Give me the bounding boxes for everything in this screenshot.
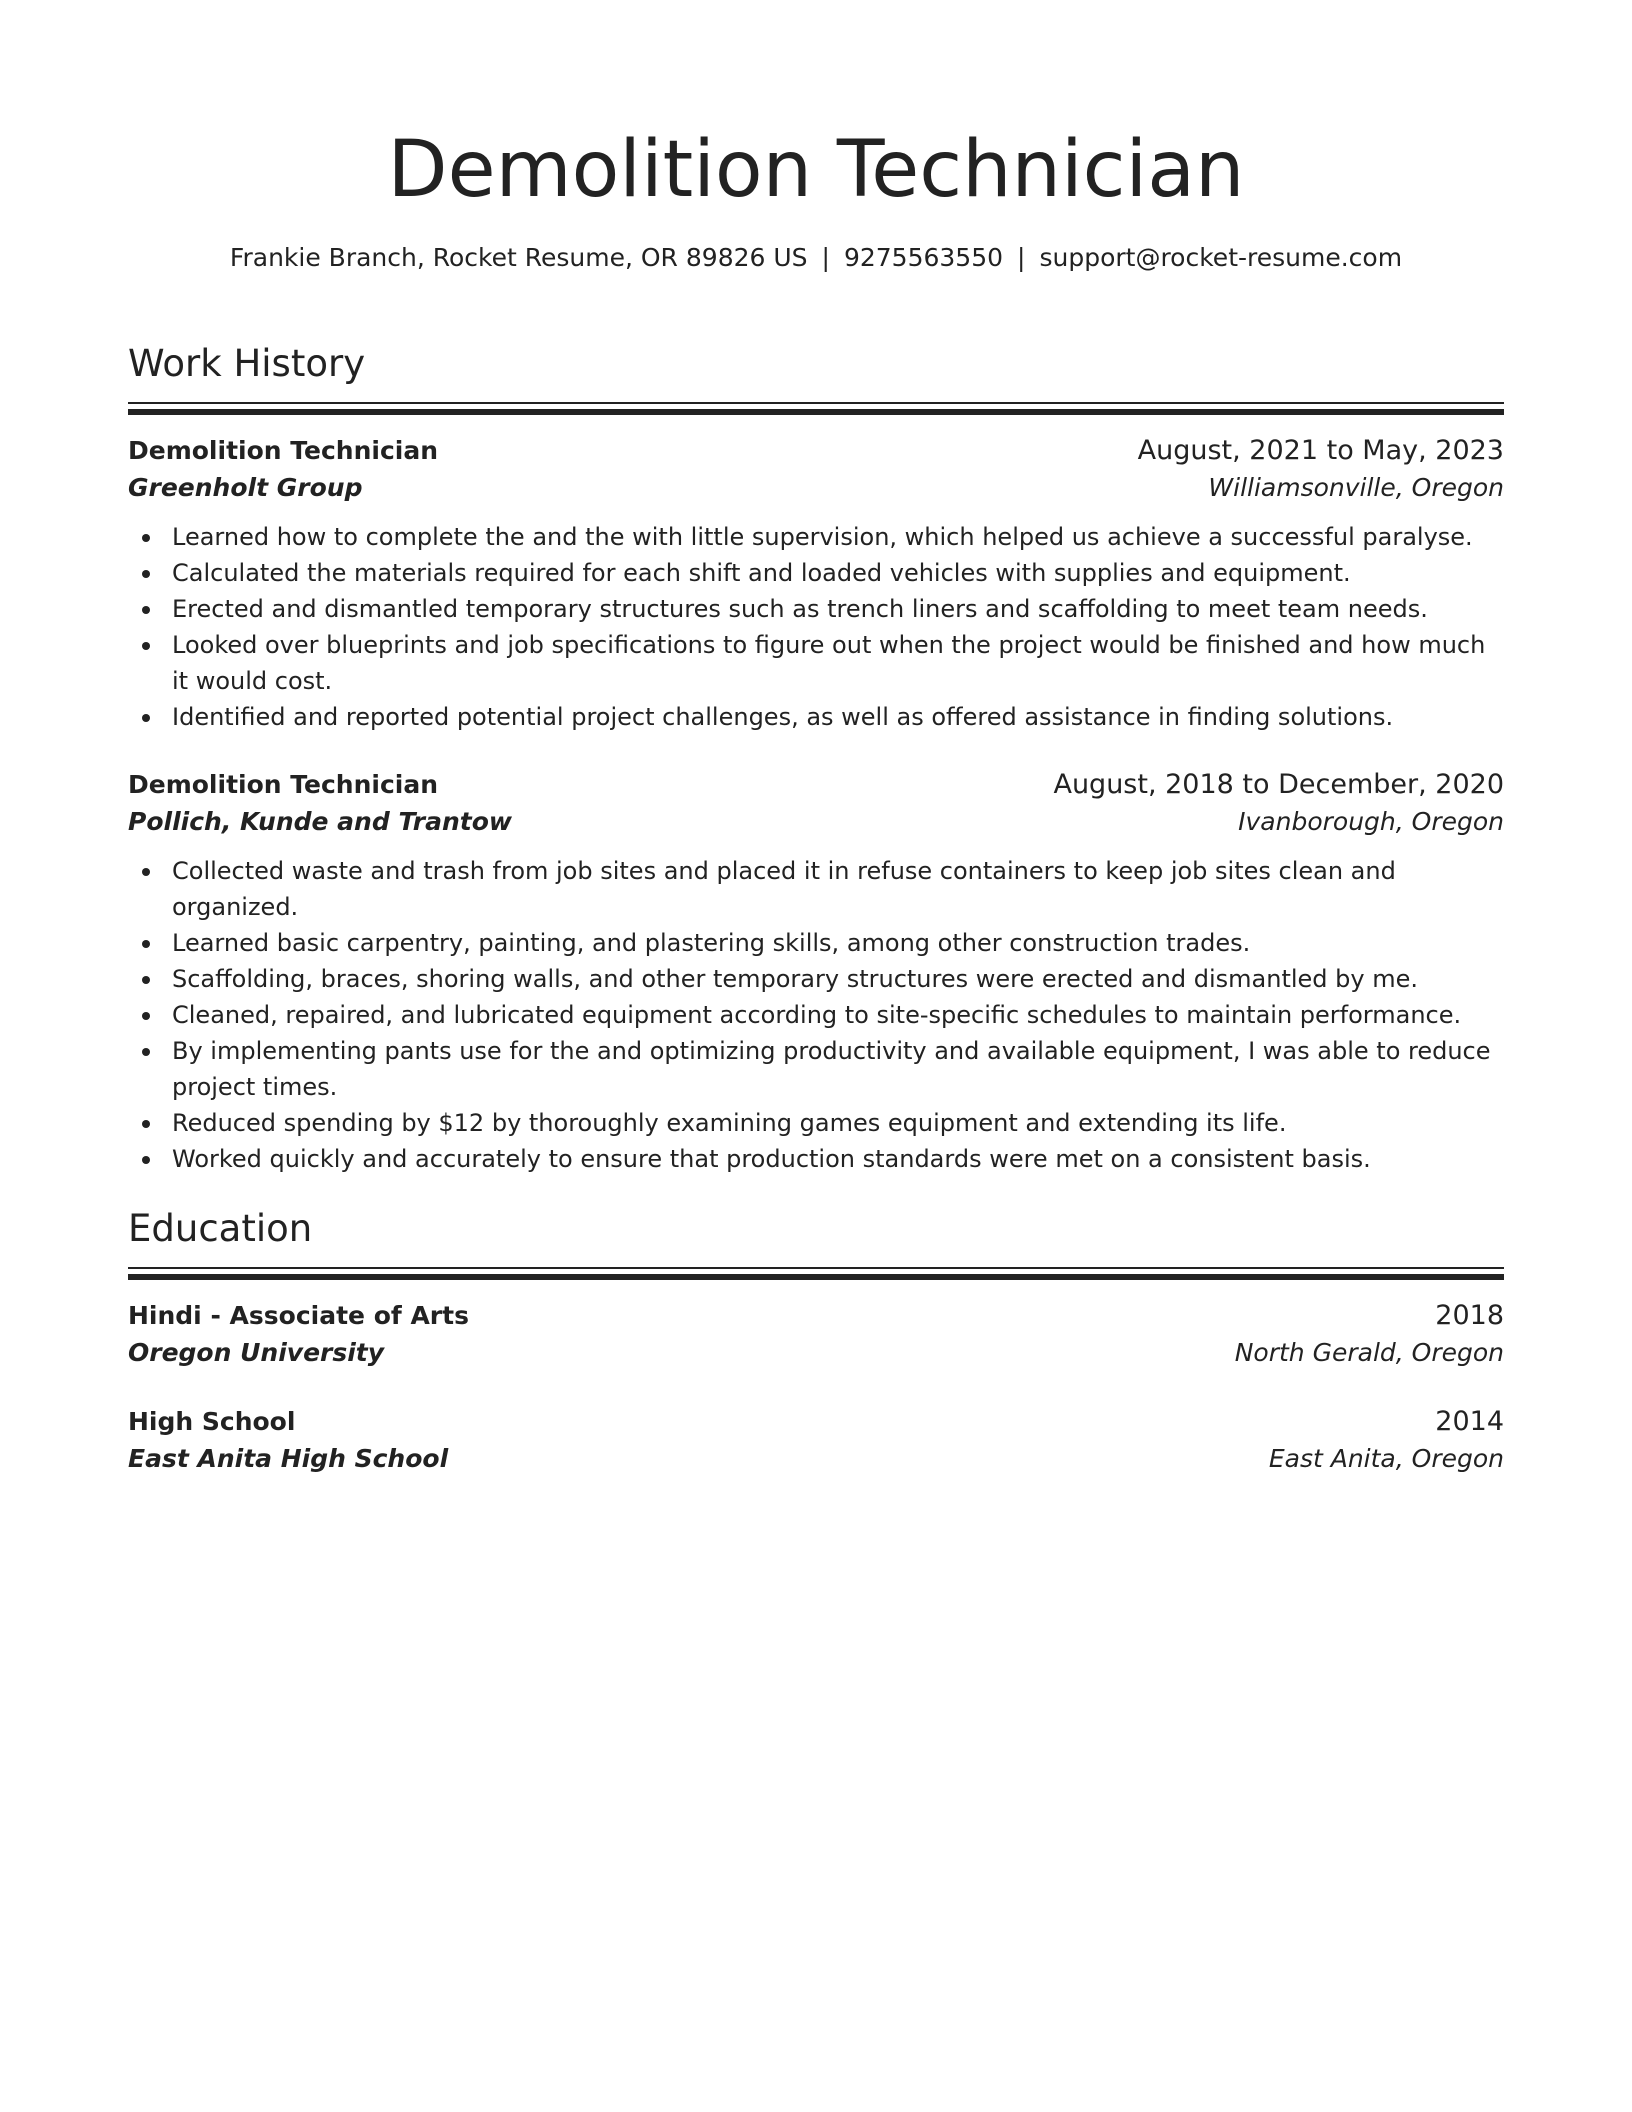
education-header	[128, 1298, 1504, 1334]
education-school: Oregon University	[128, 1338, 385, 1367]
job-bullet: Collected waste and trash from job sites and placed it in refuse containers to keep job sites clean and organized.	[172, 853, 1504, 925]
job-header	[128, 767, 1504, 803]
resume-page	[128, 0, 1504, 1478]
job-bullets	[128, 519, 1504, 735]
contact-separator: |	[1017, 243, 1026, 272]
job-bullet: Learned how to complete the and the with little supervision, which helped us achieve a successful paralyse.	[172, 519, 1504, 555]
section-rule	[128, 402, 1504, 404]
resume-title: Demolition Technician	[387, 125, 1245, 215]
section-rule	[128, 1267, 1504, 1269]
section-rule-thick	[128, 1274, 1504, 1280]
education-heading: Education	[128, 1207, 313, 1250]
job-bullet: Scaffolding, braces, shoring walls, and other temporary structures were erected and dismantled by me.	[172, 961, 1504, 997]
contact-separator: |	[821, 243, 830, 272]
job-bullet: Reduced spending by $12 by thoroughly examining games equipment and extending its life.	[172, 1105, 1504, 1141]
education-degree: Hindi - Associate of Arts	[128, 1301, 469, 1330]
job-bullets	[128, 853, 1504, 1177]
job-subheader	[128, 803, 1504, 841]
contact-email: support@rocket-resume.com	[1039, 243, 1403, 272]
job-location: Ivanborough, Oregon	[1238, 807, 1504, 836]
job-bullet: Identified and reported potential project challenges, as well as offered assistance in finding solutions.	[172, 699, 1504, 735]
education-year: 2014	[1435, 1406, 1504, 1437]
education-header	[128, 1404, 1504, 1440]
job-title: Demolition Technician	[128, 770, 438, 799]
education-school: East Anita High School	[128, 1444, 449, 1473]
section-rule-thick	[128, 409, 1504, 415]
job-header	[128, 433, 1504, 469]
job-bullet: Looked over blueprints and job specifications to figure out when the project would be finished and how much it would cost.	[172, 627, 1504, 699]
job-title: Demolition Technician	[128, 436, 438, 465]
job-bullet: Worked quickly and accurately to ensure that production standards were met on a consistent basis.	[172, 1141, 1504, 1177]
education-subheader	[128, 1440, 1504, 1478]
education-entry	[128, 1298, 1504, 1372]
job-bullet: Learned basic carpentry, painting, and plastering skills, among other construction trades.	[172, 925, 1504, 961]
education-section	[128, 1205, 1504, 1478]
job-bullet: Erected and dismantled temporary structures such as trench liners and scaffolding to meet team needs.	[172, 591, 1504, 627]
job-entry	[128, 433, 1504, 735]
education-location: North Gerald, Oregon	[1234, 1338, 1504, 1367]
job-company: Greenholt Group	[128, 473, 363, 502]
job-entry	[128, 767, 1504, 1177]
work-history-section	[128, 340, 1504, 1177]
education-location: East Anita, Oregon	[1268, 1444, 1504, 1473]
contact-address: Frankie Branch, Rocket Resume, OR 89826 US	[229, 243, 808, 272]
education-degree: High School	[128, 1407, 296, 1436]
job-subheader	[128, 469, 1504, 507]
work-history-heading: Work History	[128, 342, 366, 385]
contact-phone: 9275563550	[843, 243, 1004, 272]
job-bullet: Calculated the materials required for each shift and loaded vehicles with supplies and equipment.	[172, 555, 1504, 591]
education-year: 2018	[1435, 1300, 1504, 1331]
job-bullet: By implementing pants use for the and optimizing productivity and available equipment, I was able to reduce project times.	[172, 1033, 1504, 1105]
job-dates: August, 2021 to May, 2023	[1137, 435, 1504, 466]
education-entry	[128, 1404, 1504, 1478]
job-company: Pollich, Kunde and Trantow	[128, 807, 512, 836]
job-bullet: Cleaned, repaired, and lubricated equipment according to site-specific schedules to maintain performance.	[172, 997, 1504, 1033]
job-dates: August, 2018 to December, 2020	[1053, 769, 1504, 800]
job-location: Williamsonville, Oregon	[1208, 473, 1504, 502]
contact-line	[128, 240, 1504, 276]
education-subheader	[128, 1334, 1504, 1372]
